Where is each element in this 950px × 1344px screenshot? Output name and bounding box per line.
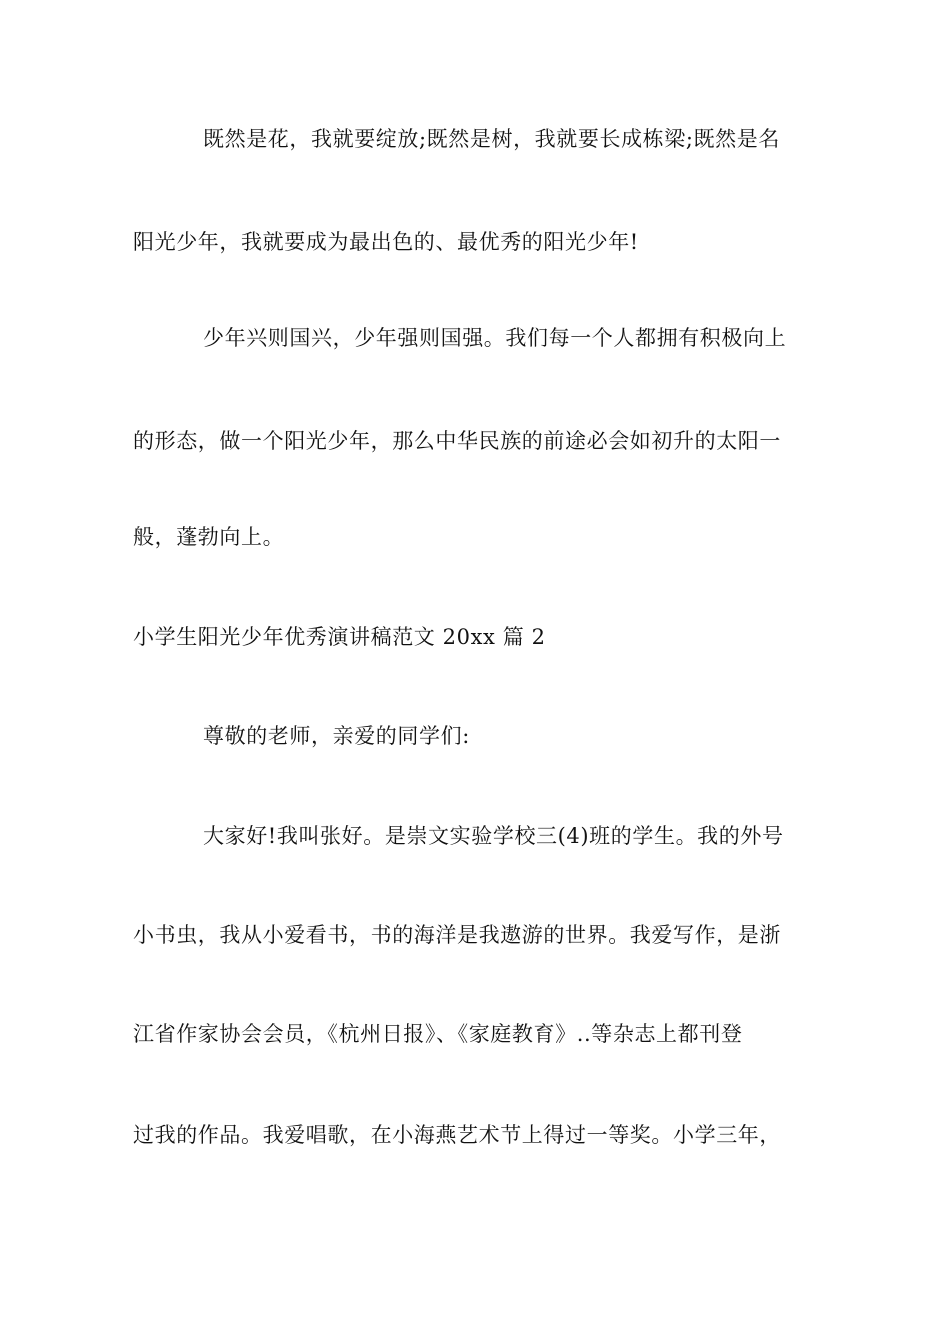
section-heading: 小学生阳光少年优秀演讲稿范文 20xx 篇 2 (133, 625, 546, 649)
salutation-line: 尊敬的老师，亲爱的同学们: (203, 724, 470, 748)
paragraph-line: 般，蓬勃向上。 (133, 525, 285, 549)
paragraph-line: 大家好!我叫张好。是崇文实验学校三(4)班的学生。我的外号 (203, 824, 784, 848)
paragraph-line: 江省作家协会会员，《杭州日报》、《家庭教育》..等杂志上都刊登 (133, 1022, 743, 1046)
paragraph-line: 既然是花，我就要绽放;既然是树，我就要长成栋梁;既然是名 (203, 127, 780, 151)
paragraph-line: 小书虫，我从小爱看书，书的海洋是我遨游的世界。我爱写作，是浙 (133, 923, 781, 947)
paragraph-line: 少年兴则国兴，少年强则国强。我们每一个人都拥有积极向上 (203, 326, 787, 350)
paragraph-line: 阳光少年，我就要成为最出色的、最优秀的阳光少年! (133, 230, 639, 254)
paragraph-line: 的形态，做一个阳光少年，那么中华民族的前途必会如初升的太阳一 (133, 429, 781, 453)
paragraph-line: 过我的作品。我爱唱歌，在小海燕艺术节上得过一等奖。小学三年， (133, 1123, 781, 1147)
